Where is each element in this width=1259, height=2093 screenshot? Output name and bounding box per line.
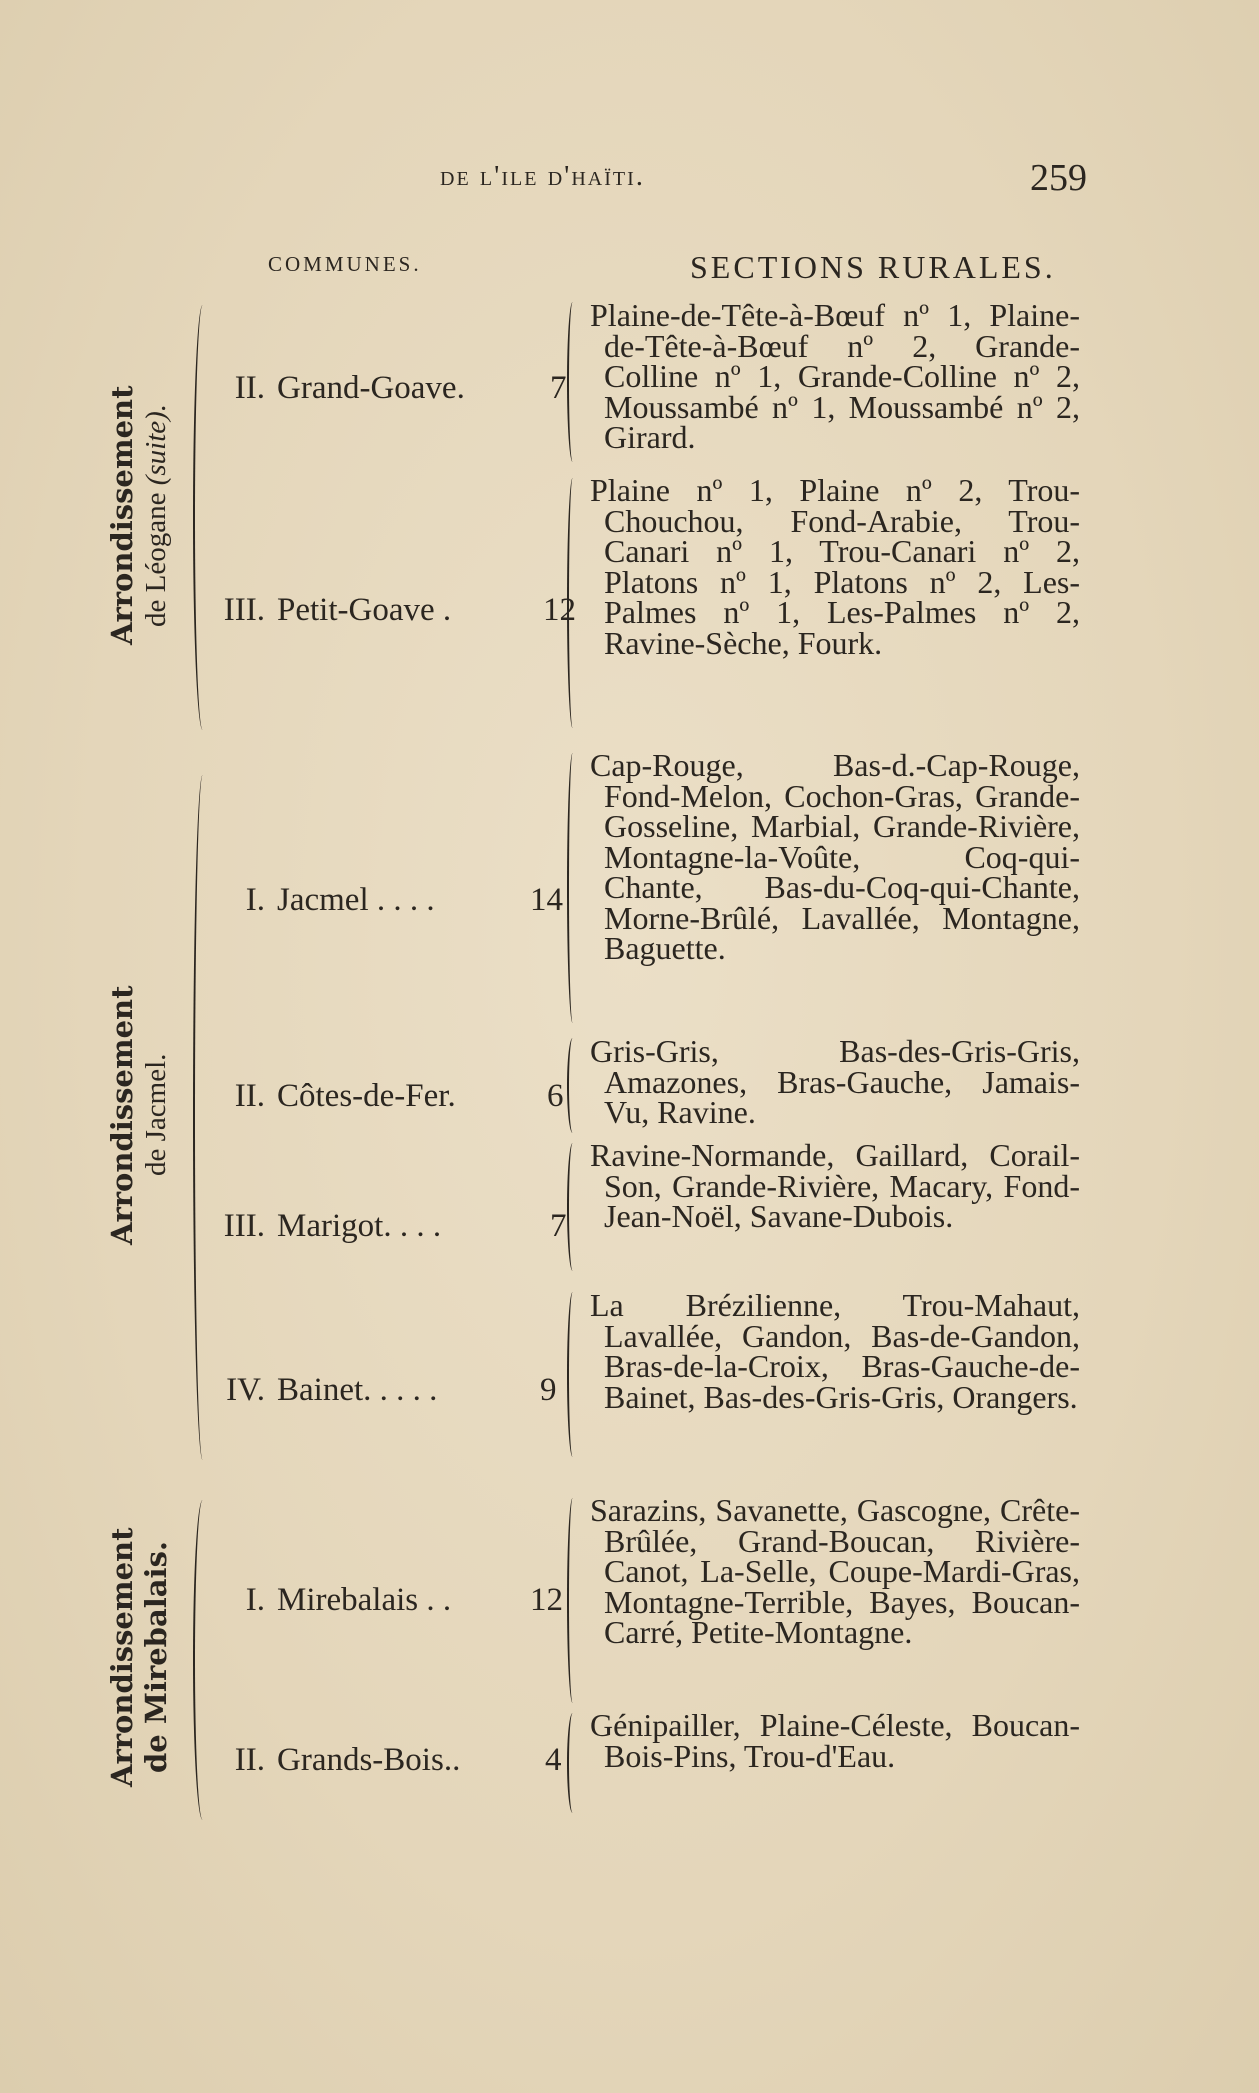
commune-row: I. Mirebalais . . 12	[245, 1582, 563, 1618]
sections-brace	[567, 302, 581, 462]
arrondissement-mirebalais	[105, 1495, 185, 1820]
sections-list: Génipailler, Plaine-Céleste, Boucan-Bois-Pins, Trou-d'Eau.	[590, 1707, 1080, 1774]
commune-row: IV. Bainet. . . . . 9	[226, 1372, 557, 1408]
column-header-sections: SECTIONS RURALES.	[690, 249, 1056, 285]
commune-row: III. Petit-Goave . 12	[223, 592, 576, 628]
sections-list: Plaine nº 1, Plaine nº 2, Trou-Chouchou, Fond-Arabie, Trou-Canari nº 1, Trou-Canari nº 2, Platons nº 1, Platons nº 2, Les-Palmes nº 1, Les-Palmes nº 2, Ravine-Sèche, Fourk.	[590, 472, 1080, 661]
sections-brace	[567, 1038, 581, 1133]
running-head: de l'ile d'haïti.	[440, 160, 646, 192]
arrondissement-label: Arrondissement de Jacmel.	[105, 985, 172, 1245]
sections-brace	[567, 753, 581, 1023]
sections-brace	[567, 478, 581, 728]
sections-brace	[567, 1713, 581, 1813]
column-header-communes: COMMUNES.	[268, 252, 422, 276]
sections-list: Sarazins, Savanette, Gascogne, Crête-Brûlée, Grand-Boucan, Rivière-Canot, La-Selle, Coupe-Mardi-Gras, Montagne-Terrible, Bayes, Boucan-Carré, Petite-Montagne.	[590, 1492, 1080, 1650]
sections-list: Gris-Gris, Bas-des-Gris-Gris, Amazones, Bras-Gauche, Jamais-Vu, Ravine.	[590, 1033, 1080, 1130]
sections-list: Cap-Rouge, Bas-d.-Cap-Rouge, Fond-Melon, Cochon-Gras, Grande-Gosseline, Marbial, Grande-Rivière, Montagne-la-Voûte, Coq-qui-Chante, Bas-du-Coq-qui-Chante, Morne-Brûlé, Lavallée, Montagne, Baguette.	[590, 747, 1080, 966]
commune-row: II. Grands-Bois.. 4	[234, 1742, 562, 1778]
arrondissement-label: Arrondissement de Mirebalais.	[105, 1527, 173, 1788]
arrondissement-jacmel	[105, 770, 185, 1460]
sections-list: Ravine-Normande, Gaillard, Corail-Son, Grande-Rivière, Macary, Fond-Jean-Noël, Savane-Dubois.	[590, 1137, 1080, 1234]
commune-row: I. Jacmel . . . . 14	[245, 882, 563, 918]
commune-row: II. Grand-Goave. 7	[234, 370, 567, 406]
commune-row: II. Côtes-de-Fer. 6	[234, 1078, 564, 1114]
arrondissement-brace	[193, 775, 209, 1460]
arrondissement-label: Arrondissement de Léogane (suite).	[105, 385, 172, 645]
arrondissement-leogane	[105, 300, 185, 730]
sections-list: La Brézilienne, Trou-Mahaut, Lavallée, Gandon, Bas-de-Gandon, Bras-de-la-Croix, Bras-Gauche-de-Bainet, Bas-des-Gris-Gris, Orangers.	[590, 1287, 1080, 1415]
sections-brace	[567, 1498, 581, 1703]
sections-brace	[567, 1292, 581, 1457]
sections-brace	[567, 1143, 581, 1271]
commune-row: III. Marigot. . . . 7	[223, 1208, 567, 1244]
page-number: 259	[1030, 157, 1087, 199]
arrondissement-brace	[193, 305, 209, 730]
sections-list: Plaine-de-Tête-à-Bœuf nº 1, Plaine-de-Tête-à-Bœuf nº 2, Grande-Colline nº 1, Grande-Colline nº 2, Moussambé nº 1, Moussambé nº 2, Girard.	[590, 297, 1080, 455]
